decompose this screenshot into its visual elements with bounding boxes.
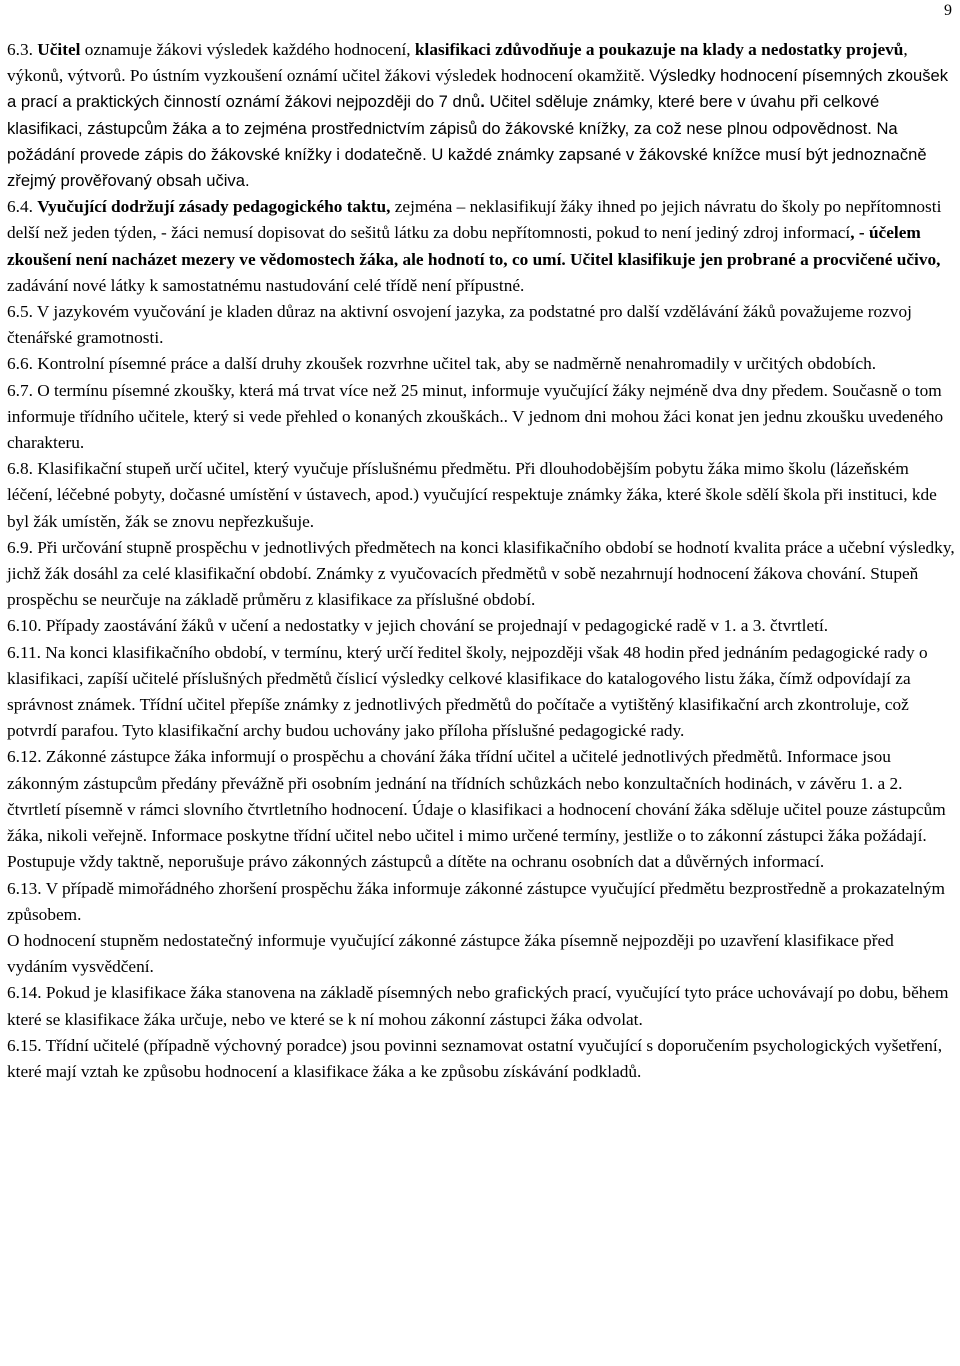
text-run-bold: klasifikaci zdůvodňuje a poukazuje na klady a nedostatky projevů	[414, 40, 904, 59]
text-run: oznamuje žákovi výsledek každého hodnocení,	[80, 40, 415, 59]
text-run: Výsledky hodnocení písemných zkoušek a prací a praktických činností oznámí žákovi nejpozději do 7 dnů	[7, 66, 949, 112]
text-run: 6.6. Kontrolní písemné práce a další druhy zkoušek rozvrhne učitel tak, aby se nadměrně nenahromadily v určitých obdobích.	[7, 354, 877, 374]
paragraph-6-13-continued	[7, 928, 955, 980]
paragraph-6-12	[7, 744, 955, 875]
text-run: zejména – neklasifikují žáky ihned po jejich návratu do školy po nepřítomnosti delší než jeden týden, - žáci nemusí dopisovat do sešitů látku za dobu nepřítomnosti, pokud to není jediný zdroj informací	[7, 197, 942, 243]
text-run: 6.10. Případy zaostávání žáků v učení a nedostatky v jejich chování se projednají v pedagogické radě v 1. a 3. čtvrtletí.	[7, 616, 829, 636]
text-run: Učitel sděluje známky, které bere v úvahu při celkové klasifikaci, zástupcům žáka a to zejména prostřednictvím zápisů do žákovské knížky, za což nese plnou odpovědnost. Na požádání provede zápis do žákovské knížky i dodatečně. U každé známky zapsané v žákovské knížce musí být jednoznačně zřejmý prověřovaný obsah učiva.	[7, 92, 927, 191]
text-run: 6.14. Pokud je klasifikace žáka stanovena na základě písemných nebo grafických prací, vyučující tyto práce uchovávají po dobu, během které se klasifikace žáka určuje, nebo ve které se k ní mohou zákonní zástupci žáka odvolat.	[7, 983, 949, 1029]
text-run: 6.13. V případě mimořádného zhoršení prospěchu žáka informuje zákonné zástupce vyučující předmětu bezprostředně a prokazatelným způsobem.	[7, 878, 945, 924]
text-run-bold: Učitel	[37, 40, 81, 59]
paragraph-6-14	[7, 980, 955, 1032]
text-run: 6.12. Zákonné zástupce žáka informují o prospěchu a chování žáka třídní učitel a učitelé jednotlivých předmětů. Informace jsou zákonným zástupcům předány převážně při osobním jednání na třídních schůzkách nebo konzultačních hodinách, v závěru 1. a 2. čtvrtletí písemně v rámci slovního čtvrtletního hodnocení. Údaje o klasifikaci a hodnocení chování žáka sděluje učitel pouze zástupcům žáka, nikoli veřejně. Informace poskytne třídní učitel nebo učitel i mimo určené termíny, jestliže o to zákonní zástupci žáka požádají. Postupuje vždy taktně, neporušuje právo zákonných zástupců a dítěte na ochranu osobních dat a důvěrných informací.	[7, 747, 946, 872]
paragraph-6-10	[7, 613, 955, 639]
text-run: 6.3.	[7, 40, 38, 59]
text-run: 6.15. Třídní učitelé (případně výchovný poradce) jsou povinni seznamovat ostatní vyučující s doporučením psychologických vyšetření, které mají vztah ke způsobu hodnocení a klasifikace žáka a ke způsobu získávání podkladů.	[7, 1035, 943, 1081]
paragraph-6-4	[7, 194, 955, 299]
document-body	[7, 37, 955, 1085]
page-number: 9	[944, 2, 952, 19]
paragraph-6-13	[7, 876, 955, 928]
text-run-bold: Učitel klasifikuje jen probrané a procvičené učivo,	[570, 249, 941, 269]
paragraph-6-3	[7, 37, 955, 194]
paragraph-6-6	[7, 351, 955, 377]
paragraph-6-9	[7, 535, 955, 614]
text-run: 6.8. Klasifikační stupeň určí učitel, který vyučuje příslušnému předmětu. Při dlouhodobějším pobytu žáka mimo školu (lázeňském léčení, léčebné pobyty, dočasné umístění v ústavech, apod.) vyučující respektuje známky žáka, které škole sdělí škola při instituci, kde byl žák umístěn, žák se znovu nepřezkušuje.	[7, 459, 937, 531]
text-run: 6.4.	[7, 197, 38, 217]
text-run-bold: Vyučující dodržují zásady pedagogického taktu,	[37, 197, 391, 217]
paragraph-6-7	[7, 378, 955, 457]
paragraph-6-8	[7, 456, 955, 535]
paragraph-6-11	[7, 640, 955, 745]
text-run: , výkonů, výtvorů. Po ústním vyzkoušení oznámí učitel žákovi výsledek hodnocení okamžitě.	[7, 40, 908, 86]
text-run: 6.7. O termínu písemné zkoušky, která má trvat více než 25 minut, informuje vyučující žáky nejméně dva dny předem. Současně o tom informuje třídního učitele, který si vede přehled o konaných zkouškách.. V jednom dni mohou žáci konat jen jednu zkoušku uvedeného charakteru.	[7, 380, 944, 453]
text-run: 6.11. Na konci klasifikačního období, v termínu, který určí ředitel školy, nejpozději však 48 hodin před jednáním pedagogické rady o klasifikaci, zapíší učitelé příslušných předmětů číslicí výsledky celkové klasifikace do katalogového listu žáka, čímž odpovídají za správnost známek. Třídní učitel přepíše známky z jednotlivých předmětů do počítače a vytištěný klasifikační arch zkontroluje, což potvrdí parafou. Tyto klasifikační archy budou uchovány jako příloha příslušné pedagogické rady.	[7, 642, 928, 741]
text-run: O hodnocení stupněm nedostatečný informuje vyučující zákonné zástupce žáka písemně nejpozději po uzavření klasifikace před vydáním vysvědčení.	[7, 930, 894, 977]
text-run: 6.5. V jazykovém vyučování je kladen důraz na aktivní osvojení jazyka, za podstatné pro další vzdělávání žáků považujeme rozvoj čtenářské gramotnosti.	[7, 302, 912, 348]
paragraph-6-5	[7, 299, 955, 351]
text-run-bold: , - účelem zkoušení není nacházet mezery ve vědomostech žáka, ale hodnotí to, co umí.	[7, 223, 921, 269]
paragraph-6-15	[7, 1033, 955, 1085]
text-run-bold: .	[480, 92, 490, 112]
text-run: zadávání nové látky k samostatnému nastudování celé třídě není přípustné.	[7, 275, 525, 295]
text-run: 6.9. Při určování stupně prospěchu v jednotlivých předmětech na konci klasifikačního období se hodnotí kvalita práce a učební výsledky, jichž žák dosáhl za celé klasifikační období. Známky z vyučovacích předmětů v sobě nezahrnují hodnocení žákova chování. Stupeň prospěchu se neurčuje na základě průměru z klasifikace za příslušné období.	[7, 537, 955, 610]
